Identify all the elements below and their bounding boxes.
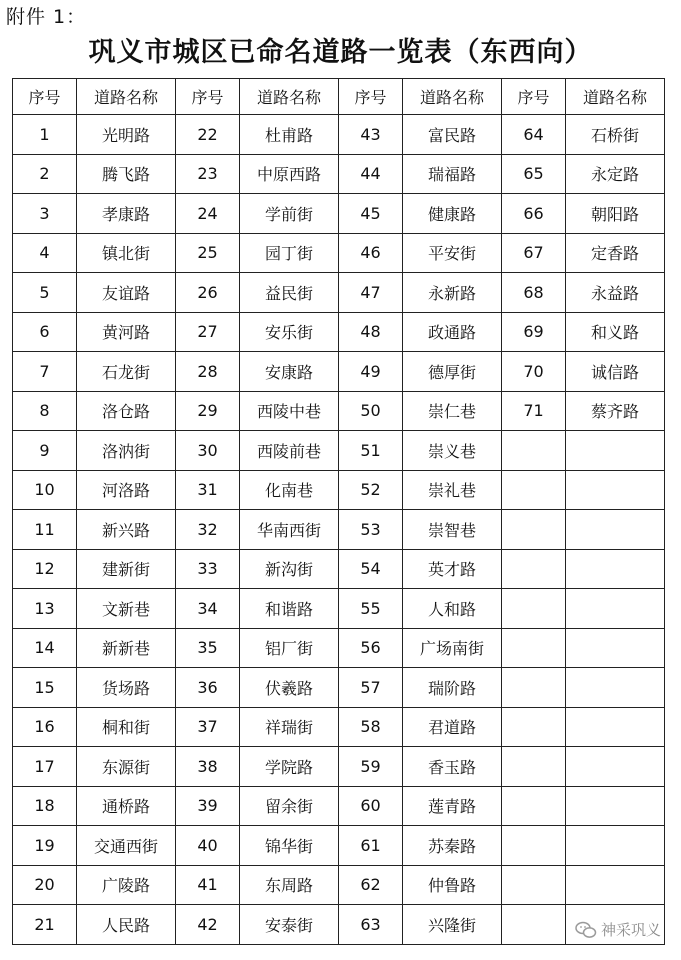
road-name-cell: 交通西街 bbox=[77, 826, 176, 866]
header-seq: 序号 bbox=[13, 79, 77, 115]
road-name-cell bbox=[566, 589, 665, 629]
road-name-cell: 化南巷 bbox=[240, 470, 339, 510]
road-seq-cell: 10 bbox=[13, 470, 77, 510]
road-seq-cell bbox=[502, 747, 566, 787]
road-seq-cell: 12 bbox=[13, 549, 77, 589]
road-name-cell bbox=[566, 707, 665, 747]
road-name-cell: 英才路 bbox=[403, 549, 502, 589]
table-row bbox=[13, 470, 665, 510]
road-name-cell: 广场南街 bbox=[403, 628, 502, 668]
page-title: 巩义市城区已命名道路一览表（东西向） bbox=[88, 37, 593, 68]
road-seq-cell: 3 bbox=[13, 194, 77, 234]
road-seq-cell: 58 bbox=[339, 707, 403, 747]
road-name-cell: 新沟街 bbox=[240, 549, 339, 589]
road-seq-cell: 19 bbox=[13, 826, 77, 866]
road-seq-cell bbox=[502, 589, 566, 629]
road-seq-cell: 47 bbox=[339, 273, 403, 313]
road-name-cell: 孝康路 bbox=[77, 194, 176, 234]
table-row bbox=[13, 510, 665, 550]
watermark-text: 神采巩义 bbox=[600, 921, 661, 939]
road-seq-cell bbox=[502, 668, 566, 708]
road-seq-cell: 66 bbox=[502, 194, 566, 234]
table-row bbox=[13, 273, 665, 313]
road-name-cell: 安乐街 bbox=[240, 312, 339, 352]
road-name-cell: 西陵中巷 bbox=[240, 391, 339, 431]
road-name-cell: 苏秦路 bbox=[403, 826, 502, 866]
road-name-cell: 健康路 bbox=[403, 194, 502, 234]
road-seq-cell: 69 bbox=[502, 312, 566, 352]
road-seq-cell: 45 bbox=[339, 194, 403, 234]
road-name-cell: 永新路 bbox=[403, 273, 502, 313]
road-seq-cell: 27 bbox=[176, 312, 240, 352]
road-seq-cell: 67 bbox=[502, 233, 566, 273]
table-row bbox=[13, 786, 665, 826]
road-seq-cell: 31 bbox=[176, 470, 240, 510]
road-name-cell: 安康路 bbox=[240, 352, 339, 392]
road-seq-cell: 54 bbox=[339, 549, 403, 589]
road-seq-cell: 61 bbox=[339, 826, 403, 866]
road-seq-cell bbox=[502, 431, 566, 471]
header-road-name: 道路名称 bbox=[566, 79, 665, 115]
road-seq-cell: 21 bbox=[13, 905, 77, 945]
table-row bbox=[13, 865, 665, 905]
road-name-cell: 崇仁巷 bbox=[403, 391, 502, 431]
road-seq-cell: 15 bbox=[13, 668, 77, 708]
road-seq-cell: 57 bbox=[339, 668, 403, 708]
table-body bbox=[13, 115, 665, 945]
road-name-cell: 瑞阶路 bbox=[403, 668, 502, 708]
road-name-cell: 留余街 bbox=[240, 786, 339, 826]
road-name-cell: 学院路 bbox=[240, 747, 339, 787]
road-name-cell: 德厚街 bbox=[403, 352, 502, 392]
table-row bbox=[13, 431, 665, 471]
road-seq-cell: 41 bbox=[176, 865, 240, 905]
road-name-cell: 建新街 bbox=[77, 549, 176, 589]
road-name-cell: 学前街 bbox=[240, 194, 339, 234]
table-row bbox=[13, 826, 665, 866]
road-name-cell: 平安街 bbox=[403, 233, 502, 273]
header-road-name: 道路名称 bbox=[240, 79, 339, 115]
road-seq-cell: 56 bbox=[339, 628, 403, 668]
road-seq-cell: 29 bbox=[176, 391, 240, 431]
road-name-cell bbox=[566, 510, 665, 550]
road-seq-cell bbox=[502, 786, 566, 826]
road-name-cell: 桐和街 bbox=[77, 707, 176, 747]
road-name-cell bbox=[566, 826, 665, 866]
road-name-cell: 广陵路 bbox=[77, 865, 176, 905]
road-name-cell: 洛仓路 bbox=[77, 391, 176, 431]
road-name-cell: 货场路 bbox=[77, 668, 176, 708]
road-seq-cell: 48 bbox=[339, 312, 403, 352]
road-seq-cell: 52 bbox=[339, 470, 403, 510]
road-seq-cell: 44 bbox=[339, 154, 403, 194]
road-seq-cell: 25 bbox=[176, 233, 240, 273]
road-name-cell bbox=[566, 470, 665, 510]
road-name-cell bbox=[566, 786, 665, 826]
road-seq-cell: 51 bbox=[339, 431, 403, 471]
wechat-official-account-icon bbox=[575, 921, 597, 939]
road-name-cell: 洛汭街 bbox=[77, 431, 176, 471]
road-seq-cell: 63 bbox=[339, 905, 403, 945]
road-seq-cell: 32 bbox=[176, 510, 240, 550]
road-seq-cell bbox=[502, 707, 566, 747]
road-name-cell: 富民路 bbox=[403, 115, 502, 155]
road-name-cell: 永定路 bbox=[566, 154, 665, 194]
road-seq-cell: 70 bbox=[502, 352, 566, 392]
road-seq-cell bbox=[502, 826, 566, 866]
attachment-label: 附件 1： bbox=[6, 6, 87, 28]
road-seq-cell: 65 bbox=[502, 154, 566, 194]
table-header-row bbox=[13, 79, 665, 115]
road-seq-cell bbox=[502, 865, 566, 905]
road-seq-cell: 34 bbox=[176, 589, 240, 629]
table-row bbox=[13, 352, 665, 392]
road-name-cell: 香玉路 bbox=[403, 747, 502, 787]
road-seq-cell: 49 bbox=[339, 352, 403, 392]
road-seq-cell: 64 bbox=[502, 115, 566, 155]
table-row bbox=[13, 194, 665, 234]
road-seq-cell: 43 bbox=[339, 115, 403, 155]
road-name-cell bbox=[566, 865, 665, 905]
road-seq-cell: 14 bbox=[13, 628, 77, 668]
road-name-cell: 杜甫路 bbox=[240, 115, 339, 155]
road-name-cell: 益民街 bbox=[240, 273, 339, 313]
road-name-cell: 华南西街 bbox=[240, 510, 339, 550]
road-name-cell: 新兴路 bbox=[77, 510, 176, 550]
road-seq-cell: 38 bbox=[176, 747, 240, 787]
header-road-name: 道路名称 bbox=[403, 79, 502, 115]
road-name-cell: 崇智巷 bbox=[403, 510, 502, 550]
table-row bbox=[13, 233, 665, 273]
road-seq-cell: 62 bbox=[339, 865, 403, 905]
road-name-cell: 伏羲路 bbox=[240, 668, 339, 708]
road-seq-cell: 71 bbox=[502, 391, 566, 431]
road-name-cell bbox=[566, 747, 665, 787]
road-seq-cell: 37 bbox=[176, 707, 240, 747]
table-row bbox=[13, 707, 665, 747]
road-seq-cell: 9 bbox=[13, 431, 77, 471]
road-name-cell: 光明路 bbox=[77, 115, 176, 155]
road-seq-cell bbox=[502, 549, 566, 589]
header-seq: 序号 bbox=[176, 79, 240, 115]
table-row bbox=[13, 589, 665, 629]
table-row bbox=[13, 747, 665, 787]
road-seq-cell: 46 bbox=[339, 233, 403, 273]
road-name-cell: 新新巷 bbox=[77, 628, 176, 668]
road-seq-cell: 16 bbox=[13, 707, 77, 747]
road-seq-cell: 8 bbox=[13, 391, 77, 431]
road-seq-cell: 5 bbox=[13, 273, 77, 313]
road-seq-cell bbox=[502, 510, 566, 550]
road-name-cell: 西陵前巷 bbox=[240, 431, 339, 471]
road-name-cell: 铝厂街 bbox=[240, 628, 339, 668]
road-name-cell: 永益路 bbox=[566, 273, 665, 313]
road-name-cell bbox=[566, 549, 665, 589]
table-row bbox=[13, 549, 665, 589]
road-seq-cell: 50 bbox=[339, 391, 403, 431]
road-name-cell: 通桥路 bbox=[77, 786, 176, 826]
road-name-cell: 腾飞路 bbox=[77, 154, 176, 194]
road-name-cell: 镇北街 bbox=[77, 233, 176, 273]
road-seq-cell: 33 bbox=[176, 549, 240, 589]
road-name-cell: 石龙街 bbox=[77, 352, 176, 392]
road-name-cell bbox=[566, 431, 665, 471]
road-seq-cell bbox=[502, 905, 566, 945]
road-seq-cell: 36 bbox=[176, 668, 240, 708]
road-seq-cell: 22 bbox=[176, 115, 240, 155]
road-name-cell: 人民路 bbox=[77, 905, 176, 945]
road-seq-cell: 42 bbox=[176, 905, 240, 945]
road-seq-cell: 23 bbox=[176, 154, 240, 194]
header-seq: 序号 bbox=[502, 79, 566, 115]
table-row bbox=[13, 905, 665, 945]
road-seq-cell: 11 bbox=[13, 510, 77, 550]
road-table bbox=[12, 78, 665, 945]
table-row bbox=[13, 668, 665, 708]
road-name-cell: 定香路 bbox=[566, 233, 665, 273]
road-seq-cell: 1 bbox=[13, 115, 77, 155]
table-row bbox=[13, 312, 665, 352]
road-name-cell: 锦华街 bbox=[240, 826, 339, 866]
road-name-cell: 祥瑞街 bbox=[240, 707, 339, 747]
road-seq-cell: 4 bbox=[13, 233, 77, 273]
road-name-cell: 崇义巷 bbox=[403, 431, 502, 471]
road-name-cell: 文新巷 bbox=[77, 589, 176, 629]
road-name-cell: 人和路 bbox=[403, 589, 502, 629]
road-seq-cell: 7 bbox=[13, 352, 77, 392]
road-seq-cell: 68 bbox=[502, 273, 566, 313]
table-row bbox=[13, 154, 665, 194]
table-row bbox=[13, 391, 665, 431]
road-seq-cell: 55 bbox=[339, 589, 403, 629]
road-seq-cell: 24 bbox=[176, 194, 240, 234]
road-seq-cell: 20 bbox=[13, 865, 77, 905]
road-name-cell: 蔡齐路 bbox=[566, 391, 665, 431]
road-seq-cell: 59 bbox=[339, 747, 403, 787]
road-name-cell: 安泰街 bbox=[240, 905, 339, 945]
road-seq-cell: 39 bbox=[176, 786, 240, 826]
road-name-cell: 诚信路 bbox=[566, 352, 665, 392]
road-seq-cell: 6 bbox=[13, 312, 77, 352]
road-name-cell: 崇礼巷 bbox=[403, 470, 502, 510]
road-seq-cell: 2 bbox=[13, 154, 77, 194]
road-seq-cell: 60 bbox=[339, 786, 403, 826]
road-seq-cell: 35 bbox=[176, 628, 240, 668]
road-name-cell: 瑞福路 bbox=[403, 154, 502, 194]
road-name-cell: 和义路 bbox=[566, 312, 665, 352]
road-seq-cell: 17 bbox=[13, 747, 77, 787]
road-name-cell: 东源街 bbox=[77, 747, 176, 787]
road-seq-cell bbox=[502, 628, 566, 668]
table-row bbox=[13, 628, 665, 668]
road-name-cell: 莲青路 bbox=[403, 786, 502, 826]
road-seq-cell: 13 bbox=[13, 589, 77, 629]
header-road-name: 道路名称 bbox=[77, 79, 176, 115]
table-row bbox=[13, 115, 665, 155]
road-seq-cell: 26 bbox=[176, 273, 240, 313]
road-seq-cell: 30 bbox=[176, 431, 240, 471]
header-seq: 序号 bbox=[339, 79, 403, 115]
road-seq-cell: 53 bbox=[339, 510, 403, 550]
road-seq-cell: 18 bbox=[13, 786, 77, 826]
road-seq-cell bbox=[502, 470, 566, 510]
road-name-cell: 君道路 bbox=[403, 707, 502, 747]
road-name-cell: 石桥街 bbox=[566, 115, 665, 155]
road-name-cell: 友谊路 bbox=[77, 273, 176, 313]
road-name-cell bbox=[566, 628, 665, 668]
road-name-cell: 中原西路 bbox=[240, 154, 339, 194]
road-seq-cell: 28 bbox=[176, 352, 240, 392]
road-name-cell: 河洛路 bbox=[77, 470, 176, 510]
road-name-cell: 和谐路 bbox=[240, 589, 339, 629]
road-name-cell: 黄河路 bbox=[77, 312, 176, 352]
road-name-cell: 园丁街 bbox=[240, 233, 339, 273]
road-name-cell: 仲鲁路 bbox=[403, 865, 502, 905]
road-name-cell: 兴隆街 bbox=[403, 905, 502, 945]
road-name-cell bbox=[566, 668, 665, 708]
road-name-cell: 朝阳路 bbox=[566, 194, 665, 234]
road-seq-cell: 40 bbox=[176, 826, 240, 866]
road-name-cell: 东周路 bbox=[240, 865, 339, 905]
watermark bbox=[575, 919, 661, 940]
road-name-cell: 政通路 bbox=[403, 312, 502, 352]
